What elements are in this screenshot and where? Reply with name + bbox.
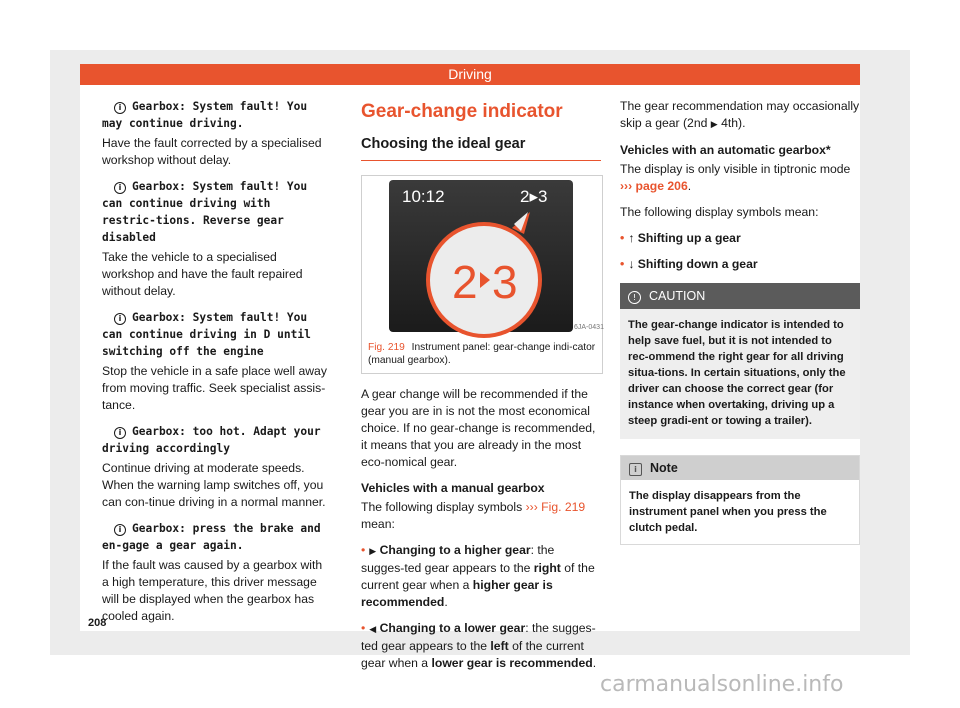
info-icon: i	[114, 524, 126, 536]
arrow-right-icon: ▶	[710, 119, 718, 129]
caution-header: ! CAUTION	[620, 283, 860, 309]
info-icon: i	[114, 427, 126, 439]
recommended-gear: 3	[492, 256, 518, 308]
paragraph: The following display symbols ››› Fig. 219 mean:	[361, 500, 586, 531]
driver-message-4: i Gearbox: too hot. Adapt your driving accordingly	[102, 425, 321, 455]
paragraph: If the fault was caused by a gearbox with a high temperature, this driver message will be displayed when the gearbox has cooled again.	[102, 558, 323, 623]
arrow-up-icon: ↑	[628, 231, 635, 245]
watermark: carmanualsonline.info	[600, 672, 844, 697]
caution-box	[620, 283, 860, 439]
warning-icon: !	[628, 291, 641, 304]
clock-display: 10:12	[402, 187, 445, 206]
left-column	[102, 98, 330, 634]
driver-message-5: i Gearbox: press the brake and en-gage a gear again.	[102, 522, 321, 552]
section-heading: Gear-change indicator	[361, 101, 563, 122]
note-icon: i	[629, 463, 642, 476]
page-number: 208	[88, 617, 107, 629]
list-item: • ↑ Shifting up a gear	[620, 231, 741, 245]
info-icon: i	[114, 182, 126, 194]
driver-message-2: i Gearbox: System fault! You can continue driving with restric-tions. Reverse gear disabled	[102, 180, 308, 244]
paragraph: Take the vehicle to a specialised workshop and have the fault repaired without delay.	[102, 250, 303, 298]
bullet-icon: •	[620, 257, 625, 271]
figure-caption: Fig. 219 Instrument panel: gear-change indi-cator (manual gearbox).	[368, 342, 596, 366]
section-subheading: Choosing the ideal gear	[361, 134, 601, 161]
automatic-gearbox-heading: Vehicles with an automatic gearbox*	[620, 143, 831, 157]
info-icon: i	[114, 313, 126, 325]
image-code: 6JA-0431	[574, 324, 604, 331]
arrow-left-icon: ◀	[369, 624, 377, 634]
bullet-icon: •	[620, 231, 625, 245]
list-item: • ▶ Changing to a higher gear: the sugges-ted gear appears to the right of the current gear when a higher gear is recommended.	[361, 543, 595, 609]
driver-message-3: i Gearbox: System fault! You can continue driving in D until switching off the engine	[102, 311, 311, 358]
middle-column	[361, 100, 604, 681]
note-text: The display disappears from the instrument panel when you press the clutch pedal.	[629, 490, 827, 534]
page-link[interactable]: ››› page 206	[620, 179, 688, 193]
list-item: • ◀ Changing to a lower gear: the sugges-ted gear appears to the left of the current gear when a lower gear is recommended.	[361, 621, 597, 670]
paragraph: A gear change will be recommended if the gear you are in is not the most economical choice. If no gear-change is recommended, it means that you are already in the most eco-nomical gear.	[361, 387, 596, 469]
caution-text: The gear-change indicator is intended to help save fuel, but it is not intended to rec-ommend the right gear for all driving situa-tions. In certain situations, only the driver can choose the correct gear (for instance when overtaking, driving up a steep gradi-ent or towing a trailer).	[628, 319, 846, 427]
current-gear: 2	[452, 256, 478, 308]
figure-link[interactable]: ››› Fig. 219	[525, 500, 586, 514]
paragraph: Stop the vehicle in a safe place well away from moving traffic. Seek specialist assis-tance.	[102, 364, 327, 412]
bullet-icon: •	[361, 543, 366, 557]
right-column	[620, 98, 860, 545]
list-item: • ↓ Shifting down a gear	[620, 257, 758, 271]
paragraph: Have the fault corrected by a specialised workshop without delay.	[102, 136, 322, 167]
note-box	[620, 455, 860, 545]
top-gear-indicator: 2▸3	[520, 187, 548, 206]
paragraph: The gear recommendation may occasionally skip a gear (2nd ▶ 4th).	[620, 99, 860, 130]
instrument-panel-image	[362, 176, 604, 336]
arrow-right-icon: ▶	[369, 546, 377, 556]
manual-gearbox-heading: Vehicles with a manual gearbox	[361, 481, 545, 495]
figure-219	[361, 175, 603, 374]
arrow-down-icon: ↓	[628, 257, 635, 271]
note-header: i Note	[621, 456, 859, 480]
section-header: Driving	[80, 64, 860, 85]
paragraph: The display is only visible in tiptronic mode ››› page 206.	[620, 162, 851, 193]
paragraph: Continue driving at moderate speeds. When the warning lamp switches off, you can con-tinue driving in a normal manner.	[102, 461, 326, 509]
figure-number: Fig. 219	[368, 342, 405, 353]
bullet-icon: •	[361, 621, 366, 635]
info-icon: i	[114, 102, 126, 114]
paragraph: The following display symbols mean:	[620, 205, 819, 219]
driver-message-1: i Gearbox: System fault! You may continue driving.	[102, 100, 308, 130]
